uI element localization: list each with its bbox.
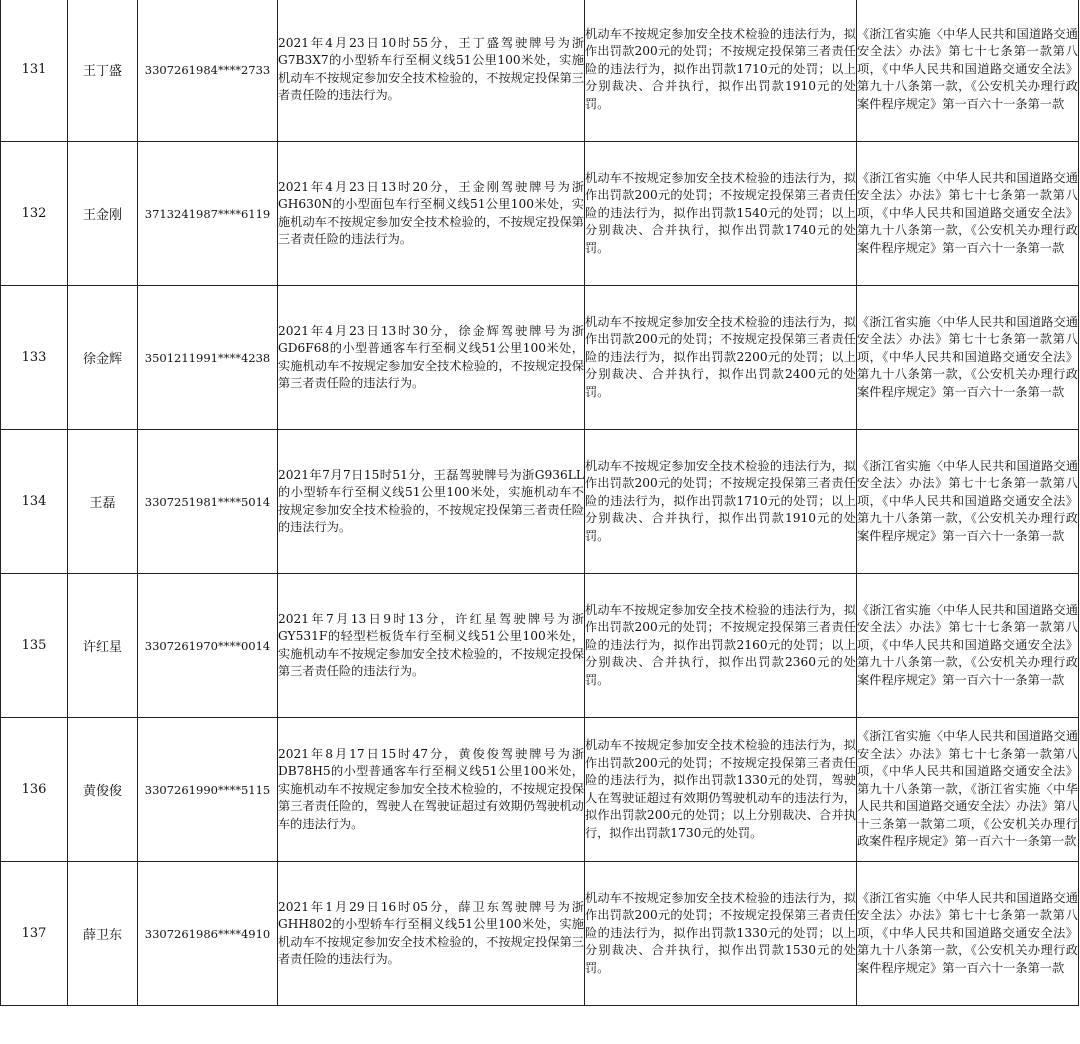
record-number: 137 — [1, 862, 68, 1006]
table-row — [1, 142, 1079, 286]
penalty-decision: 机动车不按规定参加安全技术检验的违法行为，拟作出罚款200元的处罚；不按规定投保第三者责任险的违法行为，拟作出罚款1330元的处罚；以上分别裁决、合并执行，拟作出罚款1530元的处罚。 — [585, 862, 857, 1006]
id-number: 3713241987****6119 — [138, 142, 278, 286]
id-number: 3501211991****4238 — [138, 286, 278, 430]
record-number: 136 — [1, 718, 68, 862]
legal-basis: 《浙江省实施〈中华人民共和国道路交通安全法〉办法》第七十七条第一款第八项，《中华人民共和国道路交通安全法》第九十八条第一款，《公安机关办理行政案件程序规定》第一百六十一条第一款 — [857, 862, 1079, 1006]
table-row — [1, 286, 1079, 430]
legal-basis: 《浙江省实施〈中华人民共和国道路交通安全法〉办法》第七十七条第一款第八项，《中华人民共和国道路交通安全法》第九十八条第一款，《公安机关办理行政案件程序规定》第一百六十一条第一款 — [857, 574, 1079, 718]
id-number: 3307261986****4910 — [138, 862, 278, 1006]
legal-basis: 《浙江省实施〈中华人民共和国道路交通安全法〉办法》第七十七条第一款第八项，《中华人民共和国道路交通安全法》第九十八条第一款，《公安机关办理行政案件程序规定》第一百六十一条第一款 — [857, 0, 1079, 142]
id-number: 3307261990****5115 — [138, 718, 278, 862]
record-number: 135 — [1, 574, 68, 718]
violation-fact: 2021年4月23日10时55分，王丁盛驾驶牌号为浙G7B3X7的小型轿车行至桐义线51公里100米处，实施机动车不按规定参加安全技术检验的，不按规定投保第三者责任险的违法行为。 — [278, 0, 585, 142]
penalty-decision: 机动车不按规定参加安全技术检验的违法行为，拟作出罚款200元的处罚；不按规定投保第三者责任险的违法行为，拟作出罚款1540元的处罚；以上分别裁决、合并执行，拟作出罚款1740元的处罚。 — [585, 142, 857, 286]
record-number: 134 — [1, 430, 68, 574]
person-name: 黄俊俊 — [68, 718, 138, 862]
legal-basis: 《浙江省实施〈中华人民共和国道路交通安全法〉办法》第七十七条第一款第八项，《中华人民共和国道路交通安全法》第九十八条第一款，《公安机关办理行政案件程序规定》第一百六十一条第一款 — [857, 430, 1079, 574]
violation-fact: 2021年7月7日15时51分，王磊驾驶牌号为浙G936LL的小型轿车行至桐义线51公里100米处，实施机动车不按规定参加安全技术检验的，不按规定投保第三者责任险的违法行为。 — [278, 430, 585, 574]
record-number: 131 — [1, 0, 68, 142]
person-name: 王金刚 — [68, 142, 138, 286]
legal-basis: 《浙江省实施〈中华人民共和国道路交通安全法〉办法》第七十七条第一款第八项，《中华人民共和国道路交通安全法》第九十八条第一款，《公安机关办理行政案件程序规定》第一百六十一条第一款 — [857, 142, 1079, 286]
legal-basis: 《浙江省实施〈中华人民共和国道路交通安全法〉办法》第七十七条第一款第八项，《中华人民共和国道路交通安全法》第九十八条第一款，《公安机关办理行政案件程序规定》第一百六十一条第一款 — [857, 286, 1079, 430]
violation-fact: 2021年7月13日9时13分，许红星驾驶牌号为浙GY531F的轻型栏板货车行至桐义线51公里100米处，实施机动车不按规定参加安全技术检验的，不按规定投保第三者责任险的违法行为。 — [278, 574, 585, 718]
person-name: 徐金辉 — [68, 286, 138, 430]
violation-fact: 2021年4月23日13时30分，徐金辉驾驶牌号为浙GD6F68的小型普通客车行至桐义线51公里100米处，实施机动车不按规定参加安全技术检验的，不按规定投保第三者责任险的违法行为。 — [278, 286, 585, 430]
penalty-decision: 机动车不按规定参加安全技术检验的违法行为，拟作出罚款200元的处罚；不按规定投保第三者责任险的违法行为，拟作出罚款2200元的处罚；以上分别裁决、合并执行，拟作出罚款2400元的处罚。 — [585, 286, 857, 430]
record-number: 133 — [1, 286, 68, 430]
penalty-decision: 机动车不按规定参加安全技术检验的违法行为，拟作出罚款200元的处罚；不按规定投保第三者责任险的违法行为，拟作出罚款1330元的处罚，驾驶人在驾驶证超过有效期仍驾驶机动车的违法行为，拟作出罚款200元的处罚；以上分别裁决、合并执行，拟作出罚款1730元的处罚。 — [585, 718, 857, 862]
id-number: 3307261970****0014 — [138, 574, 278, 718]
id-number: 3307261984****2733 — [138, 0, 278, 142]
table-row — [1, 718, 1079, 862]
penalty-decision: 机动车不按规定参加安全技术检验的违法行为，拟作出罚款200元的处罚；不按规定投保第三者责任险的违法行为，拟作出罚款1710元的处罚；以上分别裁决、合并执行，拟作出罚款1910元的处罚。 — [585, 0, 857, 142]
table-row — [1, 0, 1079, 142]
id-number: 3307251981****5014 — [138, 430, 278, 574]
person-name: 王磊 — [68, 430, 138, 574]
table-row — [1, 574, 1079, 718]
person-name: 王丁盛 — [68, 0, 138, 142]
person-name: 许红星 — [68, 574, 138, 718]
person-name: 薛卫东 — [68, 862, 138, 1006]
record-number: 132 — [1, 142, 68, 286]
violation-fact: 2021年1月29日16时05分，薛卫东驾驶牌号为浙GHH802的小型轿车行至桐义线51公里100米处，实施机动车不按规定参加安全技术检验的，不按规定投保第三者责任险的违法行为。 — [278, 862, 585, 1006]
legal-basis: 《浙江省实施〈中华人民共和国道路交通安全法〉办法》第七十七条第一款第八项，《中华人民共和国道路交通安全法》第九十八条第一款，《浙江省实施〈中华人民共和国道路交通安全法〉办法》第八十三条第一款第二项，《公安机关办理行政案件程序规定》第一百六十一条第一款 — [857, 718, 1079, 862]
table-row — [1, 862, 1079, 1006]
penalty-decision: 机动车不按规定参加安全技术检验的违法行为，拟作出罚款200元的处罚；不按规定投保第三者责任险的违法行为，拟作出罚款2160元的处罚；以上分别裁决、合并执行，拟作出罚款2360元的处罚。 — [585, 574, 857, 718]
violation-fact: 2021年4月23日13时20分，王金刚驾驶牌号为浙GH630N的小型面包车行至桐义线51公里100米处，实施机动车不按规定参加安全技术检验的，不按规定投保第三者责任险的违法行为。 — [278, 142, 585, 286]
table-row — [1, 430, 1079, 574]
penalty-decision: 机动车不按规定参加安全技术检验的违法行为，拟作出罚款200元的处罚；不按规定投保第三者责任险的违法行为，拟作出罚款1710元的处罚；以上分别裁决、合并执行，拟作出罚款1910元的处罚。 — [585, 430, 857, 574]
violation-fact: 2021年8月17日15时47分，黄俊俊驾驶牌号为浙DB78H5的小型普通客车行至桐义线51公里100米处，实施机动车不按规定参加安全技术检验的，不按规定投保第三者责任险的，驾驶人在驾驶证超过有效期仍驾驶机动车的违法行为。 — [278, 718, 585, 862]
